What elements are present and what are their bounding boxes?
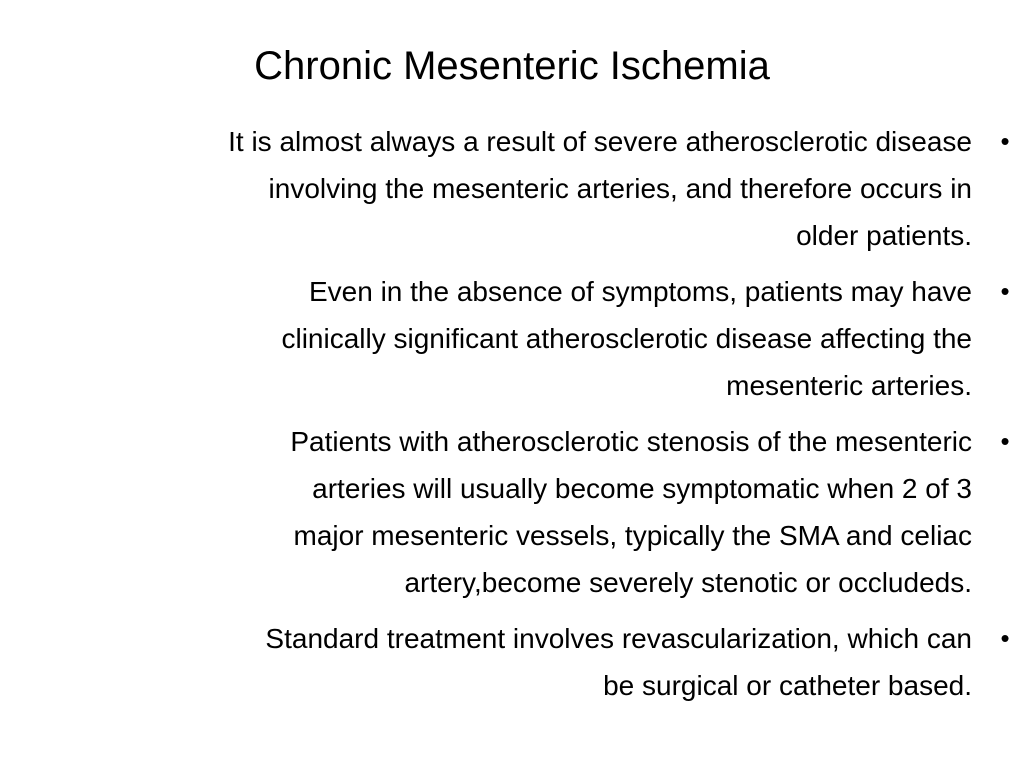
bullet-line: It is almost always a result of severe atherosclerotic disease bbox=[228, 126, 972, 157]
bullet-item bbox=[0, 118, 1024, 259]
bullet-icon: • bbox=[1000, 623, 1010, 653]
bullet-line: artery,become severely stenotic or occludeds. bbox=[404, 567, 972, 598]
bullet-line: arteries will usually become symptomatic when 2 of 3 bbox=[312, 473, 972, 504]
bullet-line: Standard treatment involves revascularization, which can bbox=[265, 623, 972, 654]
bullet-line: clinically significant atherosclerotic disease affecting the bbox=[281, 323, 972, 354]
bullet-item bbox=[0, 418, 1024, 606]
bullet-line: Patients with atherosclerotic stenosis of the mesenteric bbox=[290, 426, 972, 457]
bullet-icon: • bbox=[1000, 276, 1010, 306]
bullet-text bbox=[0, 615, 972, 709]
bullet-text bbox=[0, 118, 972, 259]
bullet-line: be surgical or catheter based. bbox=[603, 670, 972, 701]
bullet-line: major mesenteric vessels, typically the SMA and celiac bbox=[293, 520, 972, 551]
bullet-line: older patients. bbox=[796, 220, 972, 251]
bullet-icon: • bbox=[1000, 126, 1010, 156]
slide-title: Chronic Mesenteric Ischemia bbox=[254, 44, 770, 88]
bullet-text bbox=[0, 418, 972, 606]
bullet-line: mesenteric arteries. bbox=[726, 370, 972, 401]
bullet-text bbox=[0, 268, 972, 409]
bullet-list bbox=[0, 118, 1024, 718]
bullet-icon: • bbox=[1000, 426, 1010, 456]
bullet-item bbox=[0, 268, 1024, 409]
bullet-item bbox=[0, 615, 1024, 709]
bullet-line: involving the mesenteric arteries, and therefore occurs in bbox=[268, 173, 972, 204]
bullet-line: Even in the absence of symptoms, patients may have bbox=[308, 276, 972, 307]
